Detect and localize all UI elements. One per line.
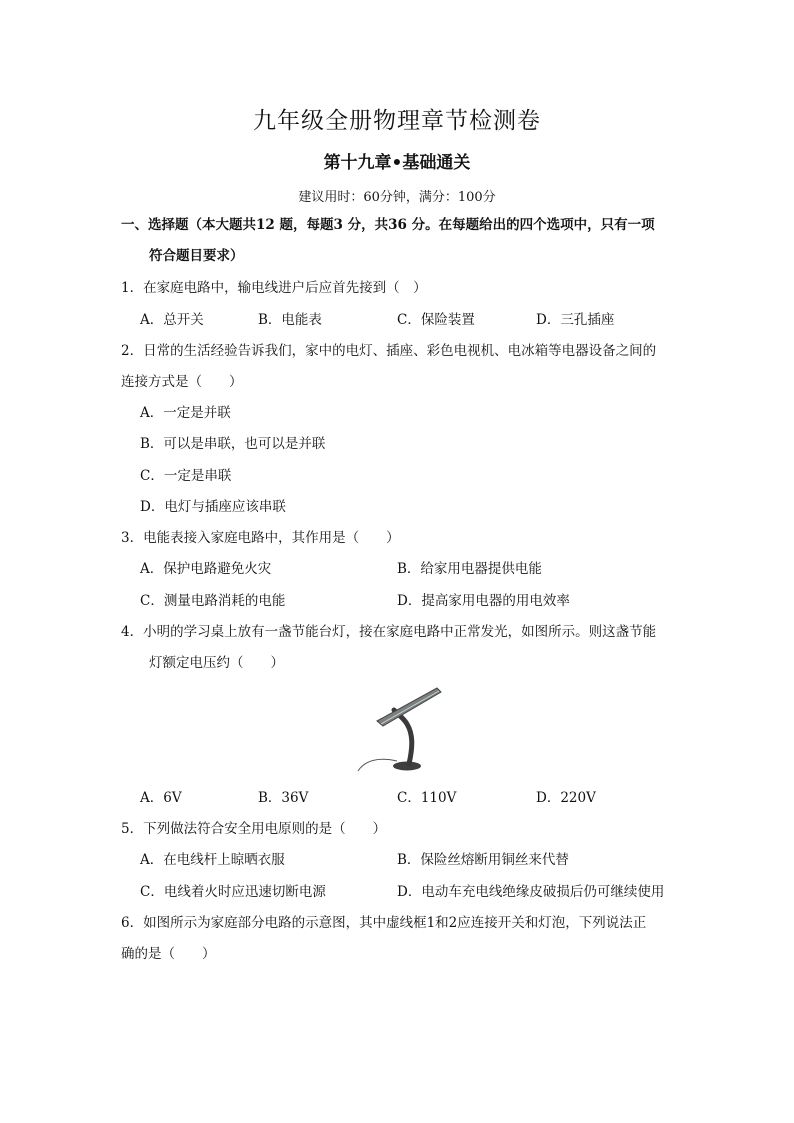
question-5-option-c: C．电线着火时应迅速切断电源 (140, 884, 326, 900)
time-score-info: 建议用时：60分钟，满分：100分 (298, 190, 496, 205)
question-1-stem: 1．在家庭电路中，输电线进户后应首先接到（ ） (121, 280, 427, 296)
page-title: 九年级全册物理章节检测卷 (253, 108, 541, 134)
question-2-stem-line2: 连接方式是（ ） (121, 374, 243, 390)
question-1-option-d: D．三孔插座 (536, 312, 615, 328)
question-3-option-c: C．测量电路消耗的电能 (140, 593, 286, 609)
question-4-option-a: A．6V (140, 790, 182, 806)
question-5-option-a: A．在电线杆上晾晒衣服 (140, 852, 285, 868)
question-2-option-a: A．一定是并联 (140, 405, 231, 421)
question-6-stem-line1: 6．如图所示为家庭部分电路的示意图，其中虚线框1和2应连接开关和灯泡，下列说法正 (121, 915, 647, 931)
question-1-option-a: A．总开关 (140, 312, 204, 328)
question-2-option-d: D．电灯与插座应该串联 (140, 499, 286, 515)
question-3-option-b: B．给家用电器提供电能 (397, 561, 542, 577)
lamp-head-highlight (381, 691, 439, 724)
question-1-option-b: B．电能表 (258, 312, 322, 328)
question-4-stem-line1: 4．小明的学习桌上放有一盏节能台灯，接在家庭电路中正常发光，如图所示。则这盏节能 (121, 624, 657, 640)
question-5-stem: 5．下列做法符合安全用电原则的是（ ） (121, 821, 387, 837)
question-1-option-c: C．保险装置 (397, 312, 475, 328)
question-4-stem-line2: 灯额定电压约（ ） (149, 655, 284, 671)
question-6-stem-line2: 确的是（ ） (121, 946, 216, 962)
question-2-stem-line1: 2．日常的生活经验告诉我们，家中的电灯、插座、彩色电视机、电冰箱等电器设备之间的 (121, 343, 657, 359)
question-3-stem: 3．电能表接入家庭电路中，其作用是（ ） (121, 530, 400, 546)
chapter-subtitle: 第十九章•基础通关 (323, 153, 471, 173)
desk-lamp-figure (355, 684, 445, 776)
question-5-option-d: D．电动车充电线绝缘皮破损后仍可继续使用 (397, 884, 665, 900)
question-4-option-b: B．36V (258, 790, 309, 806)
question-5-option-b: B．保险丝熔断用铜丝来代替 (397, 852, 569, 868)
question-3-option-d: D．提高家用电器的用电效率 (397, 593, 570, 609)
question-2-option-c: C．一定是串联 (140, 468, 232, 484)
section-heading-line2: 符合题目要求） (149, 248, 244, 264)
question-3-option-a: A．保护电路避免火灾 (140, 561, 272, 577)
question-4-option-c: C．110V (397, 790, 457, 806)
question-4-option-d: D．220V (536, 790, 596, 806)
lamp-cord (358, 759, 397, 771)
section-heading-line1: 一、选择题（本大题共12 题，每题3 分，共36 分。在每题给出的四个选项中，只有一项 (121, 217, 655, 233)
question-2-option-b: B．可以是串联，也可以是并联 (140, 436, 326, 452)
